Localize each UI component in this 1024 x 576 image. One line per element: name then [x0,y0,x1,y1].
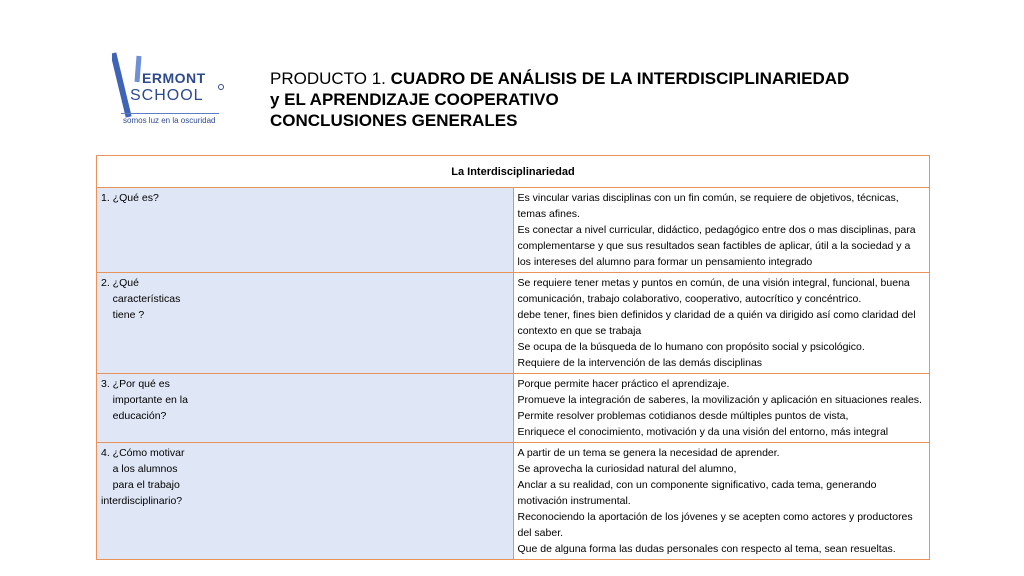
answer-line: Se aprovecha la curiosidad natural del alumno, [517,463,737,475]
title-line-2: y EL APRENDIZAJE COOPERATIVO [270,90,559,109]
answer-line: Reconociendo la aportación de los jóvenes y se acepten como actores y productores del saber. [517,511,913,539]
answer-line: Permite resolver problemas cotidianos desde múltiples puntos de vista, [517,410,849,422]
question-cell [97,273,514,374]
table-header-row [97,156,930,188]
question-line: interdisciplinario? [101,495,183,507]
table-row [97,273,930,374]
table-body [97,188,930,560]
answer-cell [513,188,930,273]
title-main: CUADRO DE ANÁLISIS DE LA INTERDISCIPLINARIEDAD [390,69,850,88]
question-cell [97,188,514,273]
logo-divider [121,113,219,114]
answer-line: Es conectar a nivel curricular, didáctico, pedagógico entre dos o mas disciplinas, para complementarse y que sus resultados sean factibles de aplicar, útil a la sociedad y a los intereses del alumno para formar un pensamiento integrado [517,224,916,268]
logo-tagline: somos luz en la oscuridad [123,116,216,125]
answer-line: debe tener, fines bien definidos y claridad de a quién va dirigido así como claridad del contexto en que se trabaja [517,309,916,337]
question-line: a los alumnos [101,463,178,475]
question-line: para el trabajo [101,479,180,491]
answer-line: Anclar a su realidad, con un componente significativo, cada tema, generando motivación instrumental. [517,479,877,507]
question-cell [97,443,514,560]
question-line: 1. ¿Qué es? [101,192,159,204]
registered-mark-icon [218,84,224,90]
question-line: 3. ¿Por qué es [101,378,170,390]
question-line: 2. ¿Qué [101,277,139,289]
analysis-table [96,155,930,560]
answer-line: Se requiere tener metas y puntos en común, de una visión integral, funcional, buena comunicación, trabajo colaborativo, cooperativo, autocrítico y concéntrico. [517,277,910,305]
table-row [97,188,930,273]
logo-brand-bottom: SCHOOL [130,87,204,104]
table-header: La Interdisciplinariedad [97,156,930,188]
question-cell [97,374,514,443]
question-line: tiene ? [101,309,145,321]
page-title [270,68,849,131]
title-prefix: PRODUCTO 1. [270,69,391,88]
school-logo [112,52,230,130]
question-line: importante en la [101,394,188,406]
title-line-1 [270,68,849,89]
question-line: 4. ¿Cómo motivar [101,447,185,459]
answer-line: Enriquece el conocimiento, motivación y da una visión del entorno, más integral [517,426,889,438]
answer-line: Porque permite hacer práctico el aprendizaje. [517,378,730,390]
answer-line: Es vincular varias disciplinas con un fin común, se requiere de objetivos, técnicas, temas afines. [517,192,899,220]
table-row [97,443,930,560]
question-line: educación? [101,410,167,422]
answer-cell [513,374,930,443]
answer-line: A partir de un tema se genera la necesidad de aprender. [517,447,780,459]
answer-line: Se ocupa de la búsqueda de lo humano con propósito social y psicológico. [517,341,865,353]
answer-line: Promueve la integración de saberes, la movilización y aplicación en situaciones reales. [517,394,922,406]
answer-line: Requiere de la intervención de las demás disciplinas [517,357,763,369]
answer-cell [513,443,930,560]
question-line: características [101,293,181,305]
title-line-3: CONCLUSIONES GENERALES [270,111,518,130]
table-row [97,374,930,443]
logo-brand-top: ERMONT [142,70,206,86]
answer-line: Que de alguna forma las dudas personales con respecto al tema, sean resueltas. [517,543,896,555]
answer-cell [513,273,930,374]
